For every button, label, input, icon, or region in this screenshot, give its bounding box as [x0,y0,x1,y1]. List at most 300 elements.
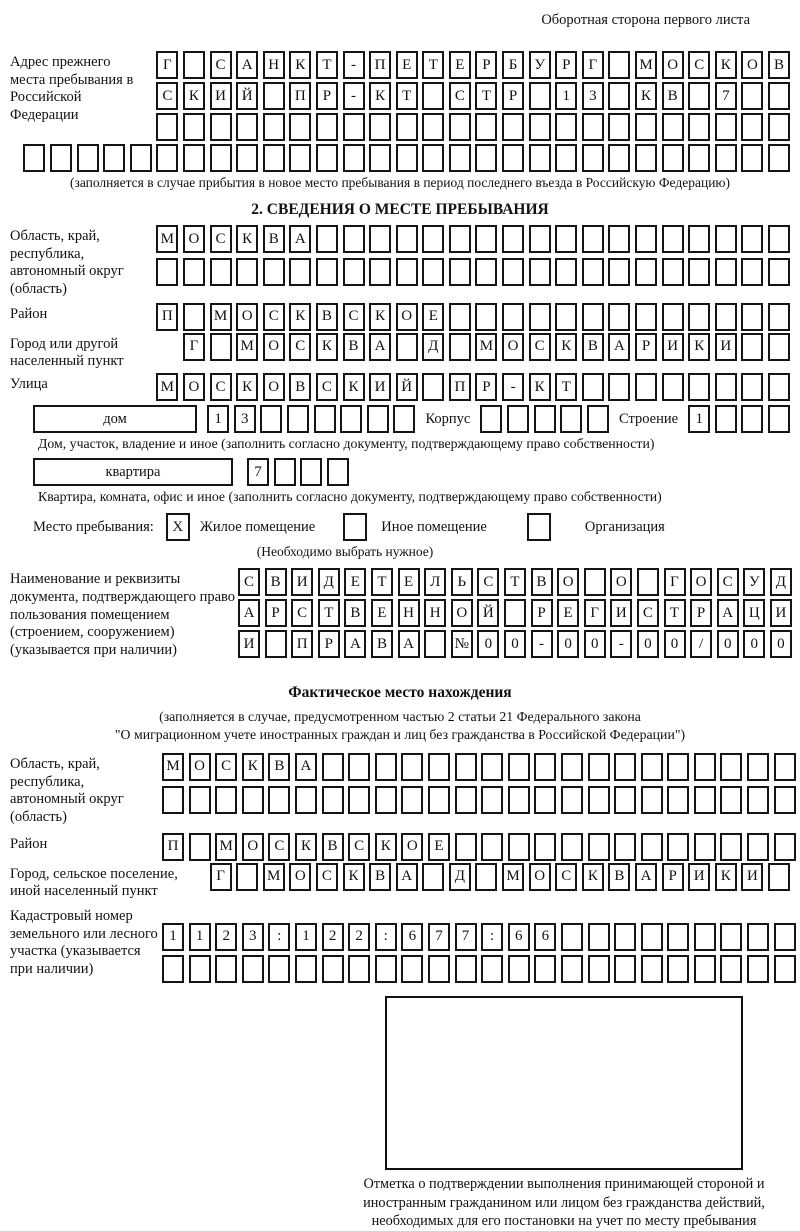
char-cell [401,786,423,814]
char-cell: 6 [508,923,530,951]
char-cell: И [210,82,232,110]
char-cell [694,786,716,814]
char-cell [582,144,604,172]
char-cell [449,258,471,286]
char-cell: - [343,51,365,79]
char-cell [424,630,446,658]
char-cell [768,863,790,891]
stroenie-cells [688,405,790,433]
char-cell: Г [582,51,604,79]
char-cell [635,225,657,253]
char-cell [396,333,418,361]
char-cell: Т [318,599,340,627]
char-cell [274,458,296,486]
char-cell: В [263,225,285,253]
actual-city-label: Город, сельское поселение, иной населенный пункт [10,865,178,900]
document-block [10,568,790,659]
char-cell [263,113,285,141]
char-cell: Г [210,863,232,891]
char-cell [422,258,444,286]
char-cell [688,113,710,141]
char-cell [588,923,610,951]
char-cell [263,82,285,110]
stay-checkbox-dwelling: X [166,513,190,541]
char-cell: Т [422,51,444,79]
char-cell: К [688,333,710,361]
char-cell: В [289,373,311,401]
char-cell [393,405,415,433]
char-cell: К [635,82,657,110]
char-cell: У [743,568,765,596]
char-cell [348,955,370,983]
char-cell [561,955,583,983]
char-cell [268,786,290,814]
char-cell: П [291,630,313,658]
char-cell [396,225,418,253]
char-cell: К [295,833,317,861]
char-cell: К [183,82,205,110]
char-cell [662,258,684,286]
char-cell [481,833,503,861]
char-cell: Е [428,833,450,861]
char-cell [720,923,742,951]
char-cell [774,786,796,814]
char-cell [156,258,178,286]
char-cell [422,113,444,141]
char-cell [236,863,258,891]
previous-address-row2 [156,82,790,110]
previous-address-block [10,51,790,141]
char-cell [614,955,636,983]
char-cell: 7 [428,923,450,951]
char-cell: О [401,833,423,861]
char-cell [210,333,232,361]
char-cell [455,753,477,781]
char-cell [156,113,178,141]
char-cell: А [236,51,258,79]
char-cell: Н [263,51,285,79]
char-cell [322,955,344,983]
char-cell [375,753,397,781]
char-cell: 2 [215,923,237,951]
char-cell: М [475,333,497,361]
char-cell: Д [770,568,792,596]
char-cell [314,405,336,433]
char-cell [348,753,370,781]
char-cell: Д [318,568,340,596]
char-cell [268,955,290,983]
char-cell [396,258,418,286]
actual-region-row1 [162,753,796,781]
house-widebox: дом [33,405,197,433]
char-cell: 3 [242,923,264,951]
house-row [10,405,790,433]
char-cell [343,258,365,286]
char-cell [369,258,391,286]
char-cell [720,833,742,861]
char-cell [327,458,349,486]
actual-location-title: Фактическое место нахождения [288,683,512,701]
char-cell [236,144,258,172]
flat-widebox: квартира [33,458,233,486]
char-cell: К [715,863,737,891]
char-cell: / [690,630,712,658]
char-cell: Р [316,82,338,110]
char-cell [295,786,317,814]
char-cell [715,373,737,401]
char-cell [210,258,232,286]
char-cell [582,258,604,286]
char-cell: Р [690,599,712,627]
char-cell [215,786,237,814]
char-cell [375,786,397,814]
char-cell: К [582,863,604,891]
char-cell: В [531,568,553,596]
char-cell: : [375,923,397,951]
char-cell: А [608,333,630,361]
char-cell [475,113,497,141]
char-cell: И [688,863,710,891]
street-label: Улица [10,376,48,393]
char-cell [641,955,663,983]
char-cell: У [529,51,551,79]
region-row2 [156,258,790,286]
char-cell [768,82,790,110]
actual-district-block [10,833,790,861]
char-cell [534,405,556,433]
stay-option-dwelling-label: Жилое помещение [199,518,316,535]
char-cell: Г [664,568,686,596]
char-cell [508,753,530,781]
char-cell [289,113,311,141]
char-cell: К [375,833,397,861]
char-cell [534,955,556,983]
char-cell [475,258,497,286]
char-cell: Р [502,82,524,110]
char-cell: Т [664,599,686,627]
char-cell: М [156,373,178,401]
section2-title: 2. СВЕДЕНИЯ О МЕСТЕ ПРЕБЫВАНИЯ [251,201,549,218]
char-cell [614,786,636,814]
char-cell: 0 [557,630,579,658]
char-cell [608,373,630,401]
char-cell: А [289,225,311,253]
char-cell [741,333,763,361]
char-cell: И [741,863,763,891]
char-cell: Р [531,599,553,627]
char-cell [156,144,178,172]
char-cell [741,82,763,110]
char-cell [507,405,529,433]
char-cell: М [156,225,178,253]
char-cell: 0 [664,630,686,658]
house-caption: Дом, участок, владение и иное (заполнить согласно документу, подтверждающему право собственности) [38,436,655,452]
char-cell [50,144,72,172]
char-cell [715,303,737,331]
char-cell [183,258,205,286]
actual-location-caption-line2: "О миграционном учете иностранных граждан и лиц без гражданства в Российской Федерации") [114,727,686,743]
char-cell: О [529,863,551,891]
char-cell [287,405,309,433]
char-cell: 1 [688,405,710,433]
district-label: Район [10,305,48,322]
char-cell: 1 [295,923,317,951]
char-cell [637,568,659,596]
char-cell [316,258,338,286]
char-cell [662,303,684,331]
char-cell [449,333,471,361]
char-cell [635,144,657,172]
char-cell [641,923,663,951]
char-cell: С [348,833,370,861]
street-row [156,373,790,401]
char-cell: С [477,568,499,596]
char-cell [534,786,556,814]
city-block [10,333,790,371]
char-cell: С [210,373,232,401]
char-cell [348,786,370,814]
char-cell: С [210,51,232,79]
char-cell: О [263,373,285,401]
char-cell [662,144,684,172]
char-cell [641,786,663,814]
char-cell [582,113,604,141]
char-cell: С [291,599,313,627]
district-row [156,303,790,331]
char-cell [343,144,365,172]
char-cell [295,955,317,983]
char-cell: 1 [162,923,184,951]
stay-option-organization-label: Организация [584,518,665,535]
char-cell [401,753,423,781]
document-row1 [238,568,792,596]
char-cell: М [263,863,285,891]
char-cell [504,599,526,627]
flat-caption: Квартира, комната, офис и иное (заполнить согласно документу, подтверждающему право собственности) [38,489,662,505]
char-cell [588,753,610,781]
actual-city-row [210,863,790,891]
char-cell: Ь [451,568,473,596]
cadastre-block [10,905,790,986]
char-cell [300,458,322,486]
char-cell: С [316,373,338,401]
previous-address-row4 [10,144,790,172]
char-cell: О [189,753,211,781]
char-cell: - [531,630,553,658]
char-cell [422,82,444,110]
korpus-label: Корпус [425,410,471,427]
char-cell [635,303,657,331]
char-cell: И [770,599,792,627]
char-cell [774,955,796,983]
char-cell: Б [502,51,524,79]
char-cell [475,144,497,172]
char-cell: Й [236,82,258,110]
char-cell: Р [635,333,657,361]
char-cell [694,753,716,781]
region-block [10,225,790,299]
char-cell: Е [557,599,579,627]
char-cell [103,144,125,172]
char-cell [741,258,763,286]
char-cell [316,225,338,253]
char-cell: Е [344,568,366,596]
char-cell [747,955,769,983]
char-cell: М [236,333,258,361]
char-cell: П [156,303,178,331]
char-cell [508,833,530,861]
char-cell [369,144,391,172]
char-cell [768,258,790,286]
char-cell [130,144,152,172]
char-cell [502,258,524,286]
char-cell: Е [371,599,393,627]
stay-type-label: Место пребывания: [33,518,154,535]
char-cell: Ц [743,599,765,627]
char-cell: В [322,833,344,861]
stay-note: (Необходимо выбрать нужное) [256,544,434,560]
char-cell: О [610,568,632,596]
char-cell: 2 [348,923,370,951]
char-cell: С [529,333,551,361]
char-cell: 7 [247,458,269,486]
char-cell [561,923,583,951]
char-cell: Г [584,599,606,627]
char-cell: А [238,599,260,627]
stay-option-other-premises-label: Иное помещение [381,518,487,535]
char-cell [534,833,556,861]
char-cell [560,405,582,433]
char-cell: 6 [534,923,556,951]
char-cell: К [529,373,551,401]
char-cell [529,144,551,172]
char-cell: Р [555,51,577,79]
stay-checkbox-other-premises [343,513,367,541]
char-cell [715,258,737,286]
char-cell: Р [318,630,340,658]
char-cell [322,786,344,814]
char-cell: О [236,303,258,331]
char-cell [183,303,205,331]
char-cell [768,405,790,433]
form-page [10,0,790,1231]
char-cell: В [265,568,287,596]
char-cell: № [451,630,473,658]
char-cell [367,405,389,433]
flat-row [10,458,790,486]
char-cell: С [289,333,311,361]
char-cell: К [236,373,258,401]
actual-region-row2 [162,786,796,814]
char-cell: : [268,923,290,951]
previous-address-grid [156,51,790,141]
street-block [10,373,790,401]
char-cell [694,833,716,861]
actual-region-block [10,753,790,827]
char-cell: 0 [770,630,792,658]
actual-location-caption-line1: (заполняется в случае, предусмотренном частью 2 статьи 21 Федерального закона [159,708,641,724]
char-cell: М [635,51,657,79]
char-cell [343,113,365,141]
char-cell [720,786,742,814]
char-cell [667,955,689,983]
char-cell: С [316,863,338,891]
char-cell: К [289,303,311,331]
char-cell: Т [555,373,577,401]
char-cell [529,82,551,110]
document-row2 [238,599,792,627]
char-cell [608,51,630,79]
char-cell: А [344,630,366,658]
char-cell [715,405,737,433]
char-cell [688,303,710,331]
stay-checkbox-organization [527,513,551,541]
cadastre-row1 [162,923,796,951]
char-cell: - [502,373,524,401]
char-cell: 6 [401,923,423,951]
char-cell: Р [475,373,497,401]
char-cell: О [741,51,763,79]
char-cell [747,786,769,814]
char-cell: С [449,82,471,110]
char-cell [768,373,790,401]
char-cell: М [162,753,184,781]
region-row1 [156,225,790,253]
char-cell: В [369,863,391,891]
char-cell [641,753,663,781]
actual-region-label: Область, край, республика, автономный округ (область) [10,755,124,825]
char-cell [635,113,657,141]
char-cell: О [690,568,712,596]
flat-cells [247,458,349,486]
char-cell: С [210,225,232,253]
char-cell: 1 [207,405,229,433]
char-cell: 1 [555,82,577,110]
char-cell [502,225,524,253]
char-cell [77,144,99,172]
char-cell [582,303,604,331]
char-cell: А [295,753,317,781]
char-cell: В [316,303,338,331]
char-cell: К [715,51,737,79]
char-cell [614,833,636,861]
char-cell [375,955,397,983]
char-cell [635,373,657,401]
char-cell: 0 [743,630,765,658]
char-cell: О [502,333,524,361]
char-cell [316,144,338,172]
char-cell: Т [371,568,393,596]
char-cell: А [635,863,657,891]
char-cell: Е [396,51,418,79]
char-cell: И [238,630,260,658]
char-cell: - [343,82,365,110]
char-cell [741,303,763,331]
char-cell: М [215,833,237,861]
char-cell [534,753,556,781]
char-cell [688,225,710,253]
cadastre-label: Кадастровый номер земельного или лесного участка (указывается при наличии) [10,907,158,977]
char-cell: 0 [584,630,606,658]
char-cell: Е [398,568,420,596]
char-cell: 1 [189,923,211,951]
actual-district-label: Район [10,835,48,852]
char-cell: Е [422,303,444,331]
char-cell [422,225,444,253]
char-cell: М [502,863,524,891]
char-cell [508,955,530,983]
char-cell [242,786,264,814]
